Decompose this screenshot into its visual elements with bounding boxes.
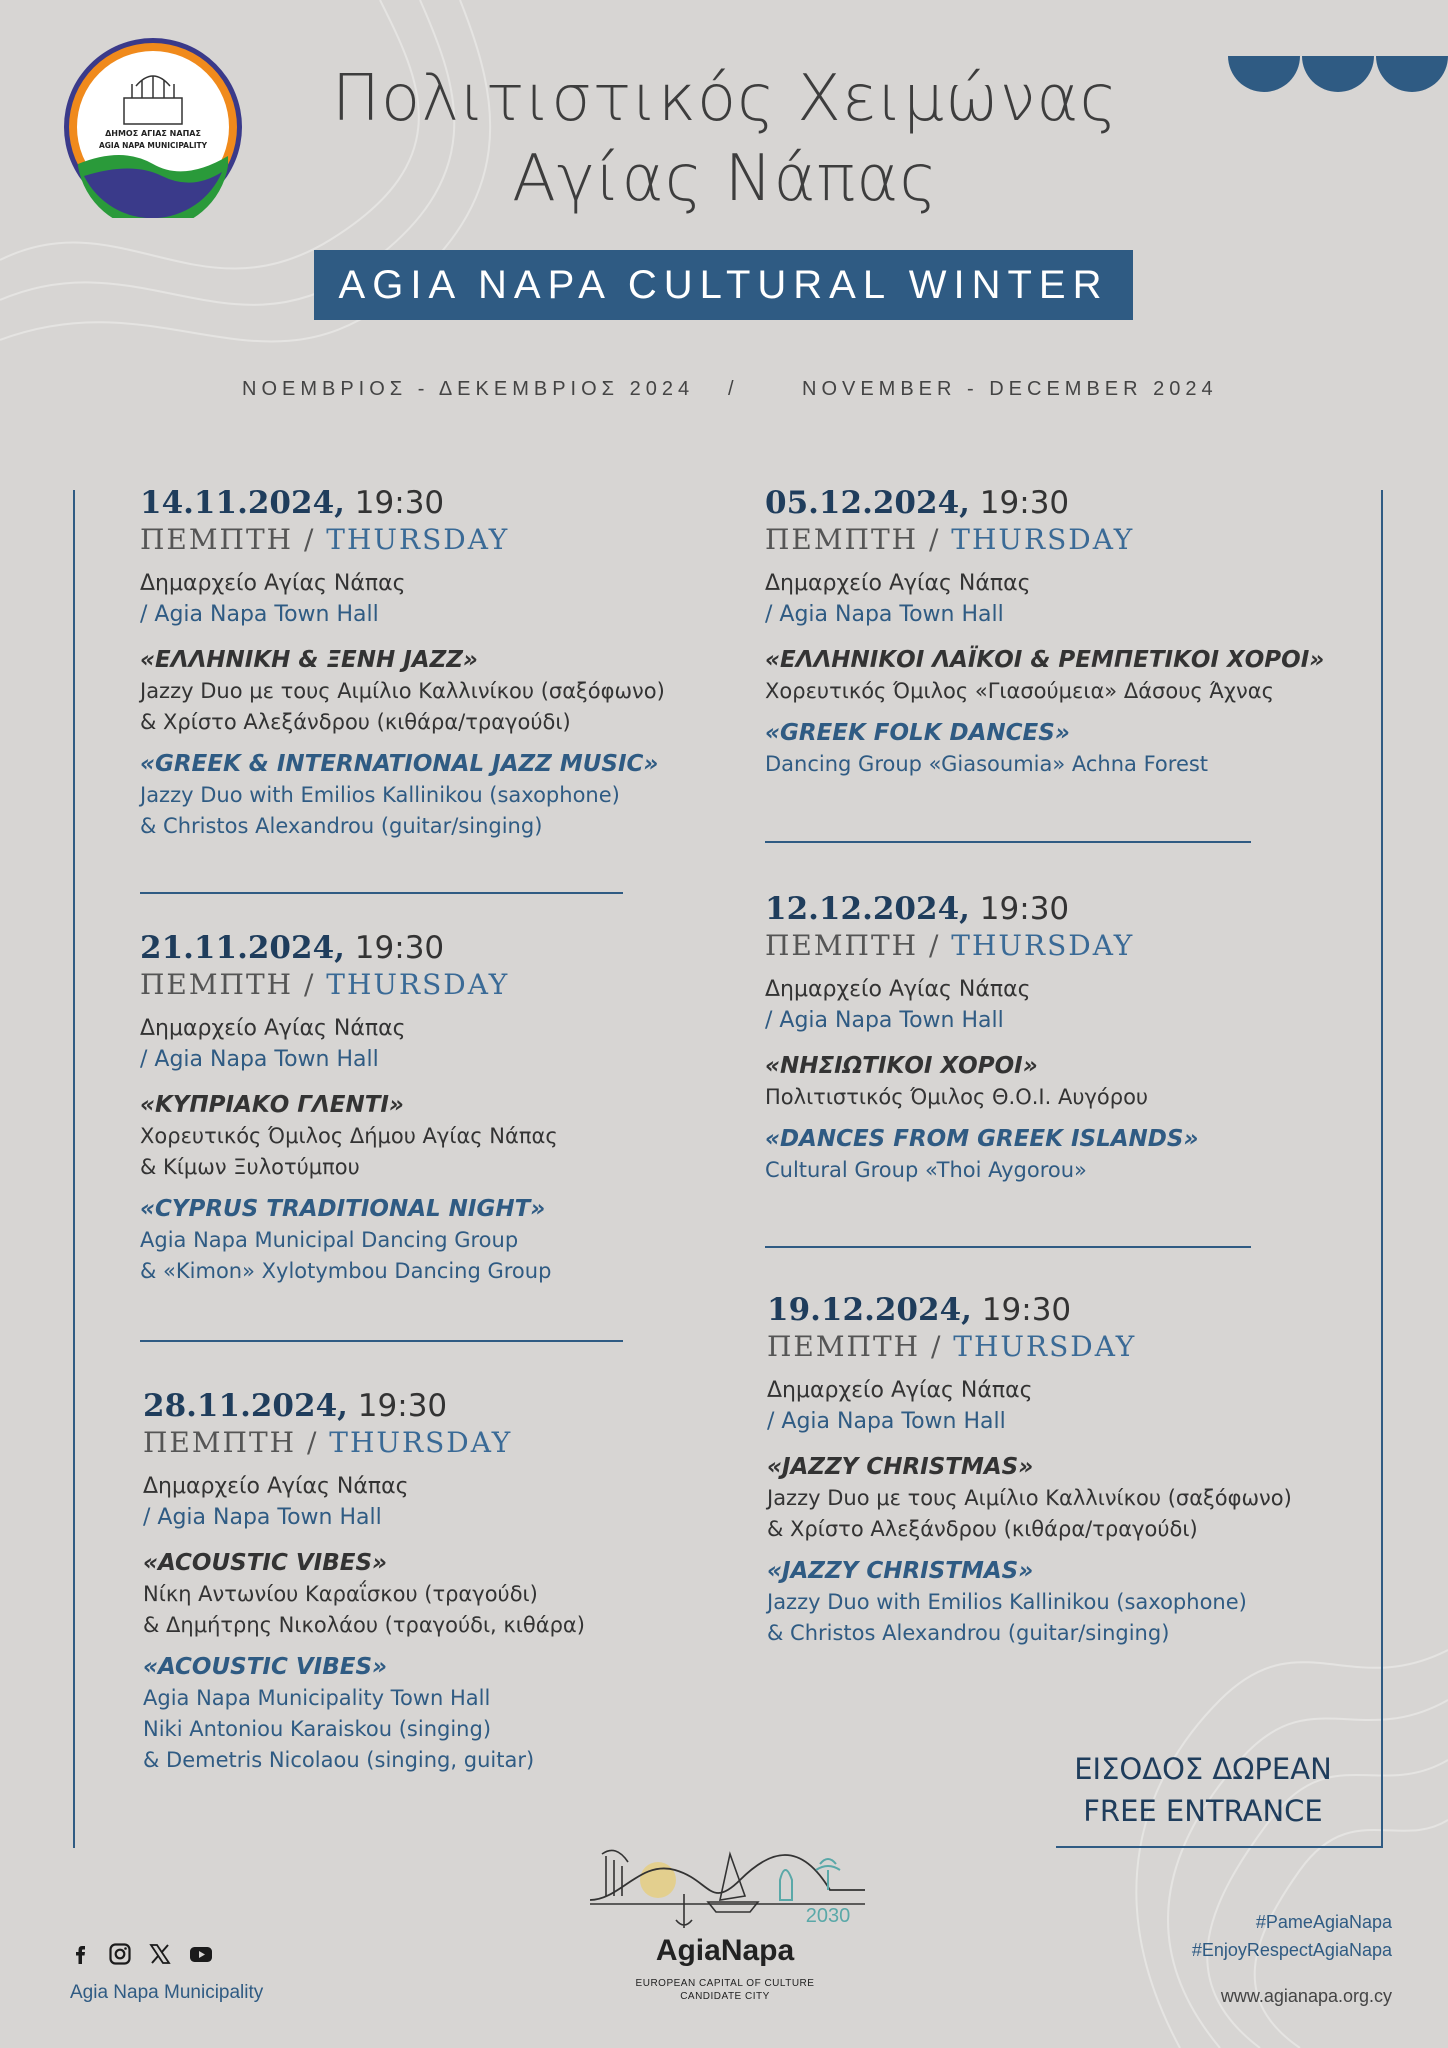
event-day: ΠΕΜΠΤΗ / THURSDAY bbox=[767, 1330, 1137, 1363]
event-day: ΠΕΜΠΤΗ / THURSDAY bbox=[140, 968, 510, 1001]
x-icon[interactable] bbox=[148, 1942, 172, 1966]
event-venue-greek: Δημαρχείο Αγίας Νάπας bbox=[765, 977, 1031, 1002]
event-desc-greek: Χορευτικός Όμιλος «Γιασούμεια» Δάσους Άχνας bbox=[765, 679, 1274, 703]
event-venue-english: / Agia Napa Town Hall bbox=[765, 602, 1004, 627]
season-greek: ΝΟΕΜΒΡΙΟΣ - ΔΕΚΕΜΒΡΙΟΣ 2024 bbox=[242, 378, 695, 400]
title-banner: AGIA NAPA CULTURAL WINTER bbox=[314, 250, 1133, 320]
event-desc-greek: Νίκη Αντωνίου Καραΐσκου (τραγούδι) bbox=[143, 1582, 538, 1606]
event-desc-english: Dancing Group «Giasoumia» Achna Forest bbox=[765, 752, 1209, 776]
brand-subtitle-line2: CANDIDATE CITY bbox=[680, 1991, 770, 2002]
instagram-icon[interactable] bbox=[108, 1942, 132, 1966]
right-frame-line bbox=[1381, 490, 1383, 1848]
youtube-icon[interactable] bbox=[188, 1942, 212, 1966]
event-day: ΠΕΜΠΤΗ / THURSDAY bbox=[765, 523, 1135, 556]
event-desc-greek: Jazzy Duo με τους Αιμίλιο Καλλινίκου (σαξόφωνο) bbox=[767, 1486, 1292, 1510]
entrance-underline bbox=[1056, 1846, 1383, 1848]
event-card bbox=[767, 1291, 1367, 1649]
free-entrance-greek: ΕΙΣΟΔΟΣ ΔΩΡΕΑΝ bbox=[1074, 1752, 1332, 1786]
event-date: 19.12.2024, 19:30 bbox=[767, 1292, 1072, 1328]
event-desc-greek: & Δημήτρης Νικολάου (τραγούδι, κιθάρα) bbox=[143, 1613, 585, 1637]
event-title-english: «ACOUSTIC VIBES» bbox=[143, 1654, 387, 1680]
event-title-greek: «ΚΥΠΡΙΑΚΟ ΓΛΕΝΤΙ» bbox=[140, 1092, 404, 1118]
event-desc-english: & «Kimon» Xylotymbou Dancing Group bbox=[140, 1259, 552, 1283]
wave-decoration bbox=[1228, 56, 1448, 96]
svg-text:ΔΗΜΟΣ ΑΓΙΑΣ ΝΑΠΑΣ: ΔΗΜΟΣ ΑΓΙΑΣ ΝΑΠΑΣ bbox=[105, 129, 201, 138]
event-title-greek: «ΕΛΛΗΝΙΚΗ & ΞΕΝΗ JAZZ» bbox=[140, 647, 478, 673]
hashtag-pame[interactable]: #PameAgiaNapa bbox=[1255, 1912, 1392, 1932]
municipality-name: Agia Napa Municipality bbox=[70, 1982, 264, 2003]
event-desc-greek: & Κίμων Ξυλοτύμπου bbox=[140, 1155, 360, 1179]
event-card bbox=[143, 1387, 743, 1776]
event-desc-english: & Demetris Nicolaou (singing, guitar) bbox=[143, 1748, 535, 1772]
brand-subtitle-line1: EUROPEAN CAPITAL OF CULTURE bbox=[635, 1978, 815, 1989]
svg-text:2030: 2030 bbox=[805, 1905, 851, 1927]
event-date: 12.12.2024, 19:30 bbox=[765, 891, 1070, 927]
event-desc-english: Jazzy Duo with Emilios Kallinikou (saxophone) bbox=[767, 1590, 1247, 1614]
event-desc-english: & Christos Alexandrou (guitar/singing) bbox=[767, 1621, 1170, 1645]
event-day: ΠΕΜΠΤΗ / THURSDAY bbox=[143, 1426, 513, 1459]
event-venue-greek: Δημαρχείο Αγίας Νάπας bbox=[143, 1474, 409, 1499]
left-frame-line bbox=[73, 490, 75, 1848]
title-greek-line1: Πολιτιστικός Χειμώνας bbox=[331, 62, 1119, 136]
free-entrance-english: FREE ENTRANCE bbox=[1083, 1794, 1323, 1828]
event-venue-english: / Agia Napa Town Hall bbox=[140, 1047, 379, 1072]
event-title-greek: «ΕΛΛΗΝΙΚΟΙ ΛΑΪΚΟΙ & ΡΕΜΠΕΤΙΚΟΙ ΧΟΡΟΙ» bbox=[765, 647, 1325, 673]
event-title-greek: «ΝΗΣΙΩΤΙΚΟΙ ΧΟΡΟΙ» bbox=[765, 1053, 1038, 1079]
agianapa-wordmark: AgiaNapa bbox=[655, 1934, 795, 1967]
event-date: 28.11.2024, 19:30 bbox=[143, 1388, 448, 1424]
event-title-english: «GREEK FOLK DANCES» bbox=[765, 720, 1070, 746]
event-venue-greek: Δημαρχείο Αγίας Νάπας bbox=[140, 571, 406, 596]
title-greek-line2: Αγίας Νάπας bbox=[512, 142, 938, 216]
culture-capital-emblem bbox=[580, 1840, 870, 1940]
event-desc-greek: & Χρίστο Αλεξάνδρου (κιθάρα/τραγούδι) bbox=[767, 1517, 1198, 1541]
separator-left-1 bbox=[140, 892, 623, 894]
event-day: ΠΕΜΠΤΗ / THURSDAY bbox=[765, 929, 1135, 962]
event-title-english: «DANCES FROM GREEK ISLANDS» bbox=[765, 1126, 1199, 1152]
event-desc-english: Agia Napa Municipality Town Hall bbox=[143, 1686, 491, 1710]
event-desc-english: Niki Antoniou Karaiskou (singing) bbox=[143, 1717, 492, 1741]
event-title-english: «GREEK & INTERNATIONAL JAZZ MUSIC» bbox=[140, 751, 659, 777]
event-venue-english: / Agia Napa Town Hall bbox=[767, 1409, 1006, 1434]
event-desc-english: Agia Napa Municipal Dancing Group bbox=[140, 1228, 519, 1252]
event-venue-greek: Δημαρχείο Αγίας Νάπας bbox=[765, 571, 1031, 596]
event-desc-english: Cultural Group «Thoi Aygorou» bbox=[765, 1158, 1087, 1182]
event-date: 05.12.2024, 19:30 bbox=[765, 485, 1070, 521]
separator-left-2 bbox=[140, 1340, 623, 1342]
event-day: ΠΕΜΠΤΗ / THURSDAY bbox=[140, 523, 510, 556]
website-link[interactable]: www.agianapa.org.cy bbox=[1220, 1986, 1392, 2006]
social-icons bbox=[68, 1942, 212, 1966]
event-desc-greek: Jazzy Duo με τους Αιμίλιο Καλλινίκου (σαξόφωνο) bbox=[140, 679, 665, 703]
event-venue-english: / Agia Napa Town Hall bbox=[143, 1505, 382, 1530]
municipality-logo bbox=[62, 36, 244, 218]
free-entrance-notice bbox=[1058, 1748, 1348, 1832]
event-title-greek: «ACOUSTIC VIBES» bbox=[143, 1550, 387, 1576]
event-date: 21.11.2024, 19:30 bbox=[140, 930, 445, 966]
event-date: 14.11.2024, 19:30 bbox=[140, 485, 445, 521]
event-venue-english: / Agia Napa Town Hall bbox=[140, 602, 379, 627]
hashtag-enjoy[interactable]: #EnjoyRespectAgiaNapa bbox=[1191, 1940, 1392, 1960]
svg-text:AGIA NAPA MUNICIPALITY: AGIA NAPA MUNICIPALITY bbox=[98, 141, 208, 150]
event-card bbox=[140, 484, 740, 842]
event-desc-english: & Christos Alexandrou (guitar/singing) bbox=[140, 814, 543, 838]
event-card bbox=[765, 890, 1365, 1186]
event-title-english: «CYPRUS TRADITIONAL NIGHT» bbox=[140, 1196, 546, 1222]
event-venue-english: / Agia Napa Town Hall bbox=[765, 1008, 1004, 1033]
separator-right-1 bbox=[765, 841, 1251, 843]
event-title-greek: «JAZZY CHRISTMAS» bbox=[767, 1454, 1034, 1480]
event-card bbox=[765, 484, 1365, 780]
separator-right-2 bbox=[765, 1246, 1251, 1248]
event-desc-greek: Χορευτικός Όμιλος Δήμου Αγίας Νάπας bbox=[140, 1124, 558, 1148]
event-venue-greek: Δημαρχείο Αγίας Νάπας bbox=[767, 1378, 1033, 1403]
event-title-english: «JAZZY CHRISTMAS» bbox=[767, 1558, 1034, 1584]
season-english: NOVEMBER - DECEMBER 2024 bbox=[802, 378, 1218, 400]
event-desc-english: Jazzy Duo with Emilios Kallinikou (saxophone) bbox=[140, 783, 620, 807]
season-separator: / bbox=[728, 378, 739, 400]
event-desc-greek: Πολιτιστικός Όμιλος Θ.Ο.Ι. Αυγόρου bbox=[765, 1085, 1149, 1109]
event-card bbox=[140, 929, 740, 1287]
event-venue-greek: Δημαρχείο Αγίας Νάπας bbox=[140, 1016, 406, 1041]
event-desc-greek: & Χρίστο Αλεξάνδρου (κιθάρα/τραγούδι) bbox=[140, 710, 571, 734]
facebook-icon[interactable] bbox=[68, 1942, 92, 1966]
